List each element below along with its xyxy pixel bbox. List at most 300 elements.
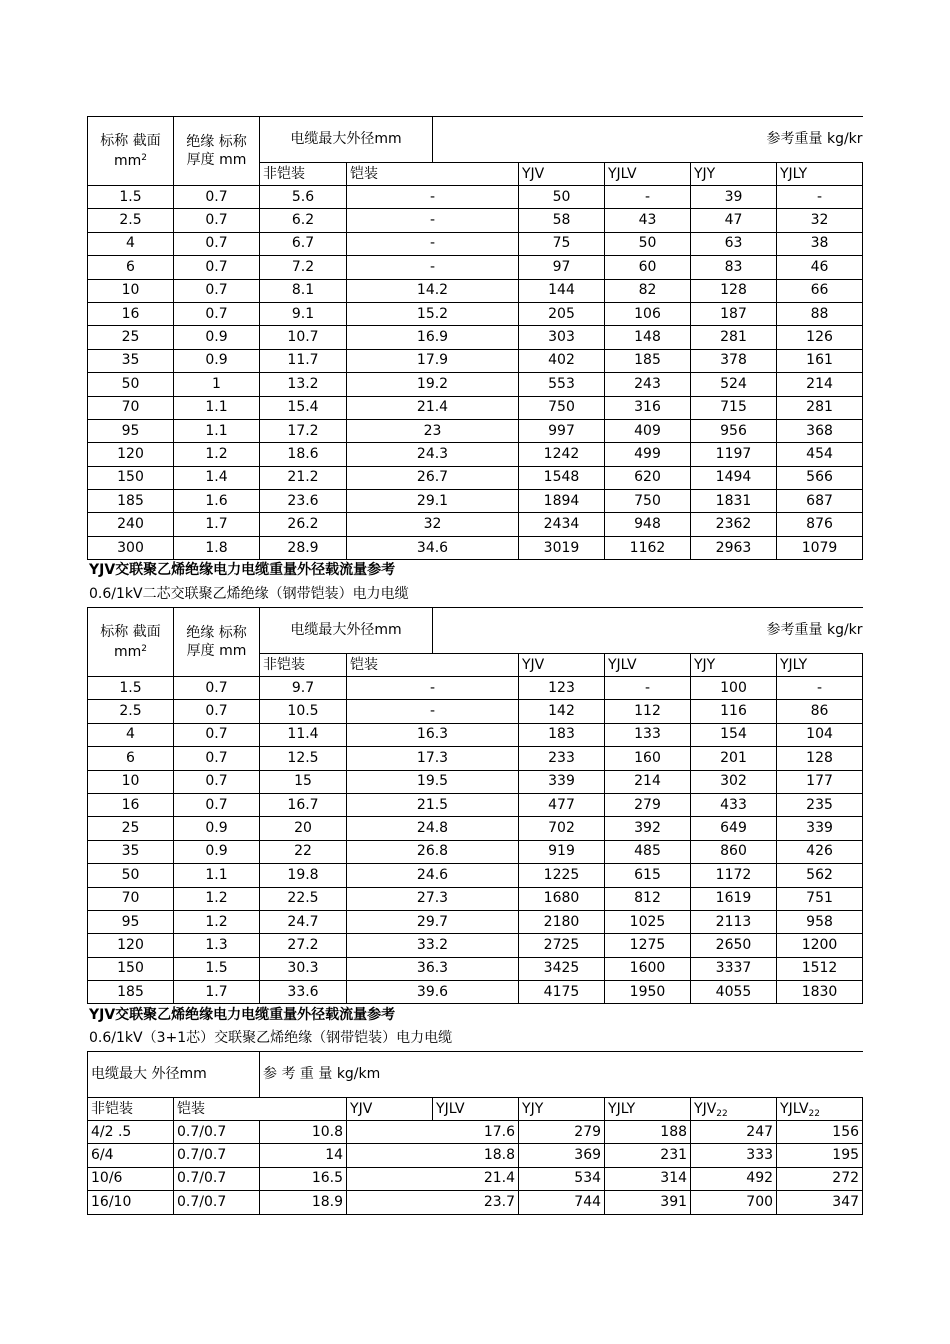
cell-weight-yjv: 553 — [519, 373, 605, 396]
header-insulation-line-1: 绝缘 标称 — [186, 625, 247, 641]
cell-insulation-thickness: 0.7 — [174, 677, 260, 700]
cell-section-area: 95 — [88, 910, 174, 933]
cell-weight-yjly: - — [777, 677, 863, 700]
cell-od-armored: - — [347, 232, 519, 255]
cell-od-armored: - — [347, 186, 519, 209]
cell-od-armored: 23 — [347, 419, 519, 442]
type-base: YJV — [694, 1100, 717, 1117]
cell-weight-yjy: 956 — [691, 419, 777, 442]
header-row — [88, 608, 863, 654]
cell-od-unarmored: 12.5 — [260, 747, 347, 770]
cell-insulation-thickness: 0.7 — [174, 747, 260, 770]
cell-weight-yjly: 177 — [777, 770, 863, 793]
header-insulation-line-1: 绝缘 标称 — [186, 134, 247, 150]
cell-weight-yjly: 86 — [777, 700, 863, 723]
cell-weight-2: 231 — [605, 1144, 691, 1167]
header-row — [88, 1098, 863, 1121]
cell-od-unarmored: 7.2 — [260, 256, 347, 279]
header-yjy: YJY — [519, 1098, 605, 1121]
cell-od-unarmored: 23.6 — [260, 490, 347, 513]
cell-insulation-thickness: 1.2 — [174, 887, 260, 910]
cell-insulation-thickness: 0.9 — [174, 817, 260, 840]
cell-od-unarmored: 19.8 — [260, 864, 347, 887]
cell-weight-yjlv: - — [605, 186, 691, 209]
cell-insulation-thickness: 0.7 — [174, 793, 260, 816]
cell-od-unarmored: 9.1 — [260, 302, 347, 325]
cell-section-area: 10 — [88, 770, 174, 793]
header-yjlv: YJLV — [605, 654, 691, 677]
header-yjlv: YJLV — [433, 1098, 519, 1121]
cell-weight-yjly: 1200 — [777, 934, 863, 957]
header-reference-weight: 参考重量 kg/kr — [433, 608, 863, 654]
cell-weight-yjly: 687 — [777, 490, 863, 513]
cell-insulation-thickness: 0.7/0.7 — [174, 1191, 260, 1214]
cell-weight-4: 272 — [777, 1167, 863, 1190]
cell-weight-yjy: 524 — [691, 373, 777, 396]
cell-weight-yjv: 477 — [519, 793, 605, 816]
cell-weight-yjv: 1548 — [519, 466, 605, 489]
cell-section-area: 6 — [88, 256, 174, 279]
header-max-outer-diameter: 电缆最大外径mm — [260, 117, 433, 163]
cell-core-section: 10/6 — [88, 1167, 174, 1190]
table-row — [88, 209, 863, 232]
cell-weight-yjlv: 43 — [605, 209, 691, 232]
table-row — [88, 490, 863, 513]
cell-od-armored: 29.1 — [347, 490, 519, 513]
cell-od-unarmored: 30.3 — [260, 957, 347, 980]
cell-weight-yjy: 63 — [691, 232, 777, 255]
cell-od-armored: 24.3 — [347, 443, 519, 466]
table-row — [88, 443, 863, 466]
cell-od-unarmored: 8.1 — [260, 279, 347, 302]
cell-weight-yjv: 750 — [519, 396, 605, 419]
type-base: YJLV — [780, 1100, 809, 1117]
cell-od-unarmored: 10.7 — [260, 326, 347, 349]
cell-weight-yjy: 39 — [691, 186, 777, 209]
table-row — [88, 466, 863, 489]
table-row — [88, 419, 863, 442]
header-yjy: YJY — [691, 163, 777, 186]
cell-insulation-thickness: 0.9 — [174, 840, 260, 863]
cell-weight-yjlv: 60 — [605, 256, 691, 279]
cell-weight-yjly: 566 — [777, 466, 863, 489]
cell-weight-1: 744 — [519, 1191, 605, 1214]
cell-weight-yjv: 183 — [519, 723, 605, 746]
table-row — [88, 396, 863, 419]
table-row — [88, 232, 863, 255]
cell-weight-yjv: 702 — [519, 817, 605, 840]
cell-section-area: 120 — [88, 443, 174, 466]
cell-weight-yjy: 1172 — [691, 864, 777, 887]
cell-od-armored: 17.9 — [347, 349, 519, 372]
cell-od-unarmored: 18.6 — [260, 443, 347, 466]
header-insulation-line-2: 厚度 mm — [186, 643, 247, 659]
cell-weight-yjly: 339 — [777, 817, 863, 840]
cell-weight-yjy: 4055 — [691, 981, 777, 1004]
cell-insulation-thickness: 1.5 — [174, 957, 260, 980]
unit-text: mm — [113, 153, 142, 169]
cell-weight-yjv: 339 — [519, 770, 605, 793]
cell-weight-yjlv: 160 — [605, 747, 691, 770]
type-subscript: 22 — [716, 1108, 728, 1119]
table-row — [88, 957, 863, 980]
cell-section-area: 120 — [88, 934, 174, 957]
cell-weight-yjv: 2725 — [519, 934, 605, 957]
table-row — [88, 981, 863, 1004]
cell-weight-yjv: 50 — [519, 186, 605, 209]
unit-superscript: 2 — [141, 153, 147, 163]
cell-od-armored: 16.9 — [347, 326, 519, 349]
cell-weight-3: 333 — [691, 1144, 777, 1167]
cell-weight-yjv: 303 — [519, 326, 605, 349]
cell-weight-yjy: 433 — [691, 793, 777, 816]
cell-section-area: 50 — [88, 864, 174, 887]
cell-insulation-thickness: 1.3 — [174, 934, 260, 957]
header-armored: 铠装 — [174, 1098, 347, 1121]
cell-weight-yjlv: 409 — [605, 419, 691, 442]
cell-weight-yjlv: 750 — [605, 490, 691, 513]
header-insulation-thickness — [174, 117, 260, 186]
table-row — [88, 302, 863, 325]
cell-od-unarmored: 14 — [260, 1144, 347, 1167]
cell-insulation-thickness: 0.9 — [174, 326, 260, 349]
cell-weight-yjly: 368 — [777, 419, 863, 442]
cell-od-armored: 23.7 — [347, 1191, 519, 1214]
cell-section-area: 16 — [88, 302, 174, 325]
cell-weight-1: 369 — [519, 1144, 605, 1167]
cell-weight-yjv: 144 — [519, 279, 605, 302]
cell-od-armored: 16.3 — [347, 723, 519, 746]
cell-weight-yjlv: 279 — [605, 793, 691, 816]
cell-weight-yjv: 1680 — [519, 887, 605, 910]
header-yjv22 — [691, 1098, 777, 1121]
cell-section-area: 2.5 — [88, 700, 174, 723]
cell-core-section: 6/4 — [88, 1144, 174, 1167]
cell-section-area: 150 — [88, 957, 174, 980]
cell-weight-yjv: 1225 — [519, 864, 605, 887]
table-row — [88, 887, 863, 910]
cell-weight-yjy: 3337 — [691, 957, 777, 980]
cell-weight-yjlv: - — [605, 677, 691, 700]
cell-weight-2: 188 — [605, 1121, 691, 1144]
cell-weight-yjlv: 112 — [605, 700, 691, 723]
cell-od-unarmored: 16.5 — [260, 1167, 347, 1190]
cell-od-unarmored: 9.7 — [260, 677, 347, 700]
cell-insulation-thickness: 0.9 — [174, 349, 260, 372]
cell-weight-yjv: 123 — [519, 677, 605, 700]
cell-od-armored: 32 — [347, 513, 519, 536]
cell-od-unarmored: 22.5 — [260, 887, 347, 910]
cell-weight-yjly: - — [777, 186, 863, 209]
cell-weight-yjlv: 1600 — [605, 957, 691, 980]
table-row — [88, 934, 863, 957]
table-row — [88, 513, 863, 536]
header-max-outer-diameter: 电缆最大外径mm — [260, 608, 433, 654]
cell-weight-yjly: 235 — [777, 793, 863, 816]
table-row — [88, 186, 863, 209]
cell-od-armored: 21.4 — [347, 396, 519, 419]
cell-core-section: 16/10 — [88, 1191, 174, 1214]
cell-od-armored: 26.8 — [347, 840, 519, 863]
cell-section-area: 10 — [88, 279, 174, 302]
cell-weight-yjly: 161 — [777, 349, 863, 372]
header-armored: 铠装 — [347, 163, 519, 186]
cell-weight-yjy: 715 — [691, 396, 777, 419]
cell-od-unarmored: 24.7 — [260, 910, 347, 933]
header-reference-weight: 参 考 重 量 kg/km — [260, 1052, 863, 1098]
cell-weight-yjv: 1894 — [519, 490, 605, 513]
cell-weight-yjv: 75 — [519, 232, 605, 255]
cell-section-area: 300 — [88, 536, 174, 559]
table-row — [88, 536, 863, 559]
table-row — [88, 700, 863, 723]
cell-weight-yjly: 126 — [777, 326, 863, 349]
cell-section-area: 1.5 — [88, 186, 174, 209]
header-section-area-label: 标称 截面 — [100, 624, 161, 640]
table-row — [88, 793, 863, 816]
header-yjly: YJLY — [777, 163, 863, 186]
cell-od-unarmored: 6.2 — [260, 209, 347, 232]
table-row — [88, 910, 863, 933]
cell-weight-yjly: 38 — [777, 232, 863, 255]
cell-core-section: 4/2 .5 — [88, 1121, 174, 1144]
cell-weight-yjy: 2113 — [691, 910, 777, 933]
cell-weight-yjy: 201 — [691, 747, 777, 770]
cell-insulation-thickness: 1.8 — [174, 536, 260, 559]
cell-weight-yjy: 860 — [691, 840, 777, 863]
cell-weight-yjly: 32 — [777, 209, 863, 232]
cell-od-unarmored: 26.2 — [260, 513, 347, 536]
cell-od-unarmored: 11.4 — [260, 723, 347, 746]
cell-weight-yjy: 2963 — [691, 536, 777, 559]
cell-weight-yjlv: 106 — [605, 302, 691, 325]
header-yjly: YJLY — [605, 1098, 691, 1121]
cell-od-armored: 36.3 — [347, 957, 519, 980]
cell-insulation-thickness: 1.1 — [174, 396, 260, 419]
type-subscript: 22 — [808, 1108, 820, 1119]
cell-insulation-thickness: 0.7 — [174, 279, 260, 302]
cell-section-area: 70 — [88, 396, 174, 419]
header-yjlv: YJLV — [605, 163, 691, 186]
cell-weight-yjy: 187 — [691, 302, 777, 325]
cell-weight-1: 279 — [519, 1121, 605, 1144]
table-row — [88, 723, 863, 746]
header-yjv: YJV — [519, 654, 605, 677]
cell-insulation-thickness: 1.7 — [174, 981, 260, 1004]
cell-weight-yjlv: 82 — [605, 279, 691, 302]
caption-subtitle: 0.6/1kV二芯交联聚乙烯绝缘（钢带铠装）电力电缆 — [89, 586, 409, 602]
cell-insulation-thickness: 0.7/0.7 — [174, 1167, 260, 1190]
cell-insulation-thickness: 0.7 — [174, 700, 260, 723]
cell-weight-yjy: 83 — [691, 256, 777, 279]
table-row — [88, 326, 863, 349]
cell-weight-yjlv: 1025 — [605, 910, 691, 933]
cell-od-armored: - — [347, 700, 519, 723]
table-row — [88, 349, 863, 372]
header-row — [88, 1052, 863, 1098]
table-row — [88, 817, 863, 840]
cell-weight-yjlv: 948 — [605, 513, 691, 536]
cell-weight-yjly: 1079 — [777, 536, 863, 559]
cell-weight-yjv: 2434 — [519, 513, 605, 536]
cell-insulation-thickness: 1.1 — [174, 419, 260, 442]
cell-weight-yjy: 2362 — [691, 513, 777, 536]
cell-od-unarmored: 5.6 — [260, 186, 347, 209]
cell-weight-yjy: 2650 — [691, 934, 777, 957]
cell-weight-yjy: 649 — [691, 817, 777, 840]
header-section-area-unit — [88, 642, 173, 662]
cell-section-area: 2.5 — [88, 209, 174, 232]
cell-section-area: 25 — [88, 326, 174, 349]
header-yjv: YJV — [347, 1098, 433, 1121]
cell-od-armored: 26.7 — [347, 466, 519, 489]
header-unarmored: 非铠装 — [260, 654, 347, 677]
unit-superscript: 2 — [141, 644, 147, 654]
cell-weight-yjlv: 1275 — [605, 934, 691, 957]
header-unarmored: 非铠装 — [260, 163, 347, 186]
cell-weight-yjly: 562 — [777, 864, 863, 887]
cell-weight-yjv: 4175 — [519, 981, 605, 1004]
cell-od-unarmored: 15 — [260, 770, 347, 793]
cell-weight-yjlv: 214 — [605, 770, 691, 793]
cell-od-armored: - — [347, 256, 519, 279]
cell-weight-yjv: 58 — [519, 209, 605, 232]
cell-weight-4: 347 — [777, 1191, 863, 1214]
cell-od-armored: 27.3 — [347, 887, 519, 910]
table-body — [88, 186, 863, 560]
cell-weight-yjy: 128 — [691, 279, 777, 302]
cell-weight-yjy: 1197 — [691, 443, 777, 466]
cell-weight-4: 156 — [777, 1121, 863, 1144]
cell-weight-yjlv: 812 — [605, 887, 691, 910]
cell-insulation-thickness: 0.7 — [174, 302, 260, 325]
cell-od-armored: 21.4 — [347, 1167, 519, 1190]
cell-section-area: 6 — [88, 747, 174, 770]
cell-weight-yjly: 128 — [777, 747, 863, 770]
cell-weight-yjv: 402 — [519, 349, 605, 372]
cell-section-area: 185 — [88, 490, 174, 513]
cell-insulation-thickness: 0.7 — [174, 186, 260, 209]
cell-weight-yjlv: 1162 — [605, 536, 691, 559]
cell-section-area: 25 — [88, 817, 174, 840]
cell-od-unarmored: 16.7 — [260, 793, 347, 816]
header-section-area-unit — [88, 151, 173, 171]
cell-weight-yjly: 876 — [777, 513, 863, 536]
cell-weight-3: 247 — [691, 1121, 777, 1144]
cell-insulation-thickness: 0.7/0.7 — [174, 1144, 260, 1167]
cell-section-area: 35 — [88, 349, 174, 372]
cell-insulation-thickness: 0.7 — [174, 723, 260, 746]
cell-section-area: 35 — [88, 840, 174, 863]
cell-od-unarmored: 11.7 — [260, 349, 347, 372]
cell-weight-yjly: 88 — [777, 302, 863, 325]
cell-od-unarmored: 22 — [260, 840, 347, 863]
cell-od-unarmored: 17.2 — [260, 419, 347, 442]
cell-od-unarmored: 10.5 — [260, 700, 347, 723]
header-insulation-thickness — [174, 608, 260, 677]
table-body — [88, 1121, 863, 1215]
cell-insulation-thickness: 0.7 — [174, 256, 260, 279]
header-insulation-line-2: 厚度 mm — [186, 152, 247, 168]
cell-od-armored: 21.5 — [347, 793, 519, 816]
cell-section-area: 185 — [88, 981, 174, 1004]
cell-weight-yjv: 233 — [519, 747, 605, 770]
cell-weight-yjy: 1494 — [691, 466, 777, 489]
cell-weight-yjly: 214 — [777, 373, 863, 396]
cell-od-unarmored: 13.2 — [260, 373, 347, 396]
cell-od-armored: 39.6 — [347, 981, 519, 1004]
cell-weight-yjy: 116 — [691, 700, 777, 723]
cell-weight-yjly: 426 — [777, 840, 863, 863]
cell-weight-yjv: 3019 — [519, 536, 605, 559]
table-row — [88, 1144, 863, 1167]
cell-weight-yjy: 378 — [691, 349, 777, 372]
cell-weight-yjlv: 485 — [605, 840, 691, 863]
cell-weight-yjv: 997 — [519, 419, 605, 442]
cell-weight-yjly: 1830 — [777, 981, 863, 1004]
cell-od-armored: 15.2 — [347, 302, 519, 325]
cell-weight-yjy: 47 — [691, 209, 777, 232]
cell-weight-yjv: 97 — [519, 256, 605, 279]
cell-weight-3: 492 — [691, 1167, 777, 1190]
header-armored: 铠装 — [347, 654, 519, 677]
cell-od-unarmored: 21.2 — [260, 466, 347, 489]
cell-insulation-thickness: 0.7 — [174, 770, 260, 793]
cell-weight-yjv: 2180 — [519, 910, 605, 933]
cell-section-area: 4 — [88, 723, 174, 746]
cell-weight-yjlv: 615 — [605, 864, 691, 887]
cell-insulation-thickness: 1.1 — [174, 864, 260, 887]
cell-od-armored: - — [347, 677, 519, 700]
cell-weight-yjy: 100 — [691, 677, 777, 700]
cable-data-table-2 — [87, 607, 863, 1004]
table-row — [88, 373, 863, 396]
cell-weight-2: 391 — [605, 1191, 691, 1214]
header-reference-weight: 参考重量 kg/kr — [433, 117, 863, 163]
cell-section-area: 50 — [88, 373, 174, 396]
cell-weight-yjv: 205 — [519, 302, 605, 325]
cell-section-area: 4 — [88, 232, 174, 255]
cell-insulation-thickness: 1.2 — [174, 910, 260, 933]
cell-weight-yjy: 1831 — [691, 490, 777, 513]
cell-weight-yjly: 66 — [777, 279, 863, 302]
header-section-area — [88, 117, 174, 186]
header-yjly: YJLY — [777, 654, 863, 677]
cell-weight-yjy: 154 — [691, 723, 777, 746]
cell-weight-yjly: 958 — [777, 910, 863, 933]
cell-od-armored: 34.6 — [347, 536, 519, 559]
cell-weight-yjlv: 392 — [605, 817, 691, 840]
cell-section-area: 150 — [88, 466, 174, 489]
table-row — [88, 279, 863, 302]
table-row — [88, 1121, 863, 1144]
cell-weight-yjlv: 620 — [605, 466, 691, 489]
cell-weight-yjv: 142 — [519, 700, 605, 723]
table-body — [88, 677, 863, 1004]
table-row — [88, 770, 863, 793]
cell-od-armored: 18.8 — [347, 1144, 519, 1167]
header-section-area — [88, 608, 174, 677]
cell-od-armored: 19.5 — [347, 770, 519, 793]
cell-weight-yjly: 1512 — [777, 957, 863, 980]
cell-od-unarmored: 20 — [260, 817, 347, 840]
cell-insulation-thickness: 0.7 — [174, 232, 260, 255]
cell-insulation-thickness: 0.7 — [174, 209, 260, 232]
table-row — [88, 1167, 863, 1190]
cell-od-unarmored: 28.9 — [260, 536, 347, 559]
cell-weight-yjly: 454 — [777, 443, 863, 466]
table-row — [88, 677, 863, 700]
